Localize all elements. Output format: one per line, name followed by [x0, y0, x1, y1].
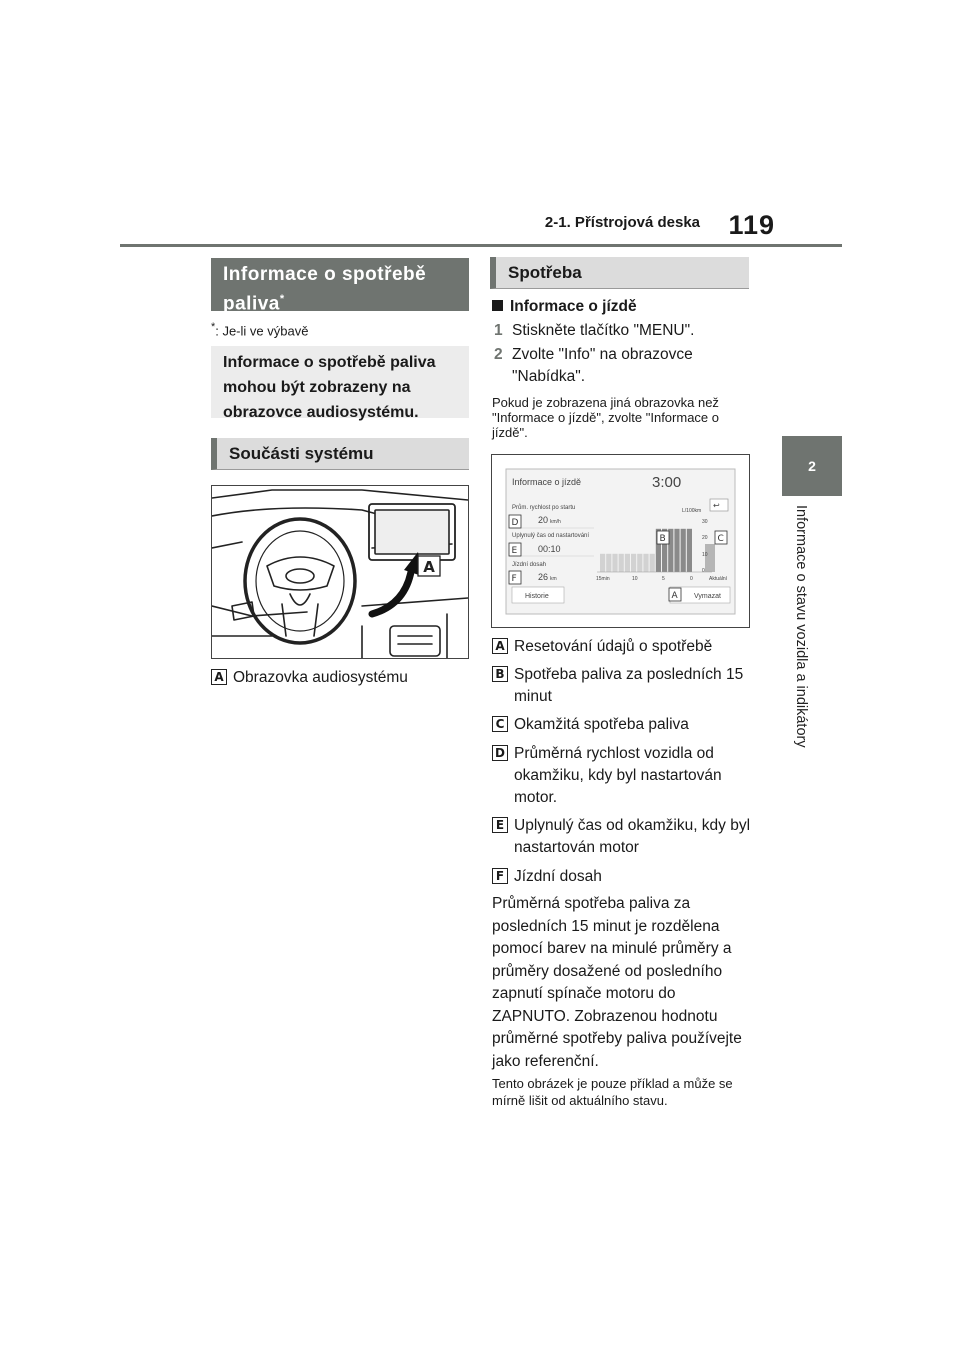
legend-text-e: Uplynulý čas od okamžiku, kdy byl nastartován motor	[514, 817, 751, 856]
screen-avg-speed-label: Prům. rychlost po startu	[512, 505, 576, 511]
chapter-title-vertical: Informace o stavu vozidla a indikátory	[793, 505, 809, 748]
screen-avg-speed-unit: km/h	[550, 519, 561, 525]
current-consumption-bar	[705, 544, 715, 572]
consumption-bar	[643, 554, 648, 572]
consumption-bar	[625, 554, 630, 572]
legend-item-b	[492, 664, 752, 708]
screen-range-unit: km	[550, 576, 557, 582]
legend-letter-d: D	[492, 745, 508, 761]
screen-callout-e: E	[511, 546, 518, 556]
legend-letter-f: F	[492, 868, 508, 884]
legend-item-c	[492, 714, 752, 736]
disclaimer-note: Tento obrázek je pouze příklad a může se mírně lišit od aktuálního stavu.	[492, 1076, 733, 1108]
screen-callout-d: D	[511, 518, 519, 528]
dashboard-illustration	[212, 486, 468, 658]
left-legend-text: Obrazovka audiosystému	[233, 669, 408, 686]
screen-callout-a: A	[671, 591, 678, 601]
fuel-info-summary: Informace o spotřebě paliva mohou být zobrazeny na obrazovce audiosystému.	[211, 346, 469, 418]
screen-clear-label: Vymazat	[694, 593, 721, 600]
equipment-note-mark: *	[211, 321, 216, 333]
consumption-title: Spotřeba	[490, 257, 749, 289]
trip-info-screen-figure	[491, 454, 750, 628]
step-2-text: Zvolte "Info" na obrazovce "Nabídka".	[512, 346, 693, 385]
consumption-bar	[631, 554, 636, 572]
square-bullet-icon	[492, 300, 503, 311]
header-section-title: 2-1. Přístrojová deska	[544, 214, 700, 231]
legend-item-a	[492, 636, 752, 658]
left-legend-letter: A	[211, 669, 227, 685]
y-tick-0: 0	[702, 568, 705, 574]
other-screen-note: Pokud je zobrazena jiná obrazovka než "Informace o jízdě", zvolte "Informace o jízdě".	[492, 395, 719, 440]
consumption-bar	[681, 529, 686, 572]
screen-title: Informace o jízdě	[512, 477, 582, 487]
legend-letter-e: E	[492, 817, 508, 833]
consumption-bar	[606, 554, 611, 572]
legend-letter-b: B	[492, 666, 508, 682]
step-1-text: Stiskněte tlačítko "MENU".	[512, 322, 695, 339]
trip-info-subheading	[492, 296, 637, 318]
back-arrow-icon: ↩	[713, 501, 720, 510]
screen-callout-f: F	[511, 574, 517, 584]
step-1-number: 1	[494, 322, 503, 339]
components-title: Součásti systému	[211, 438, 469, 470]
trip-info-screen	[492, 455, 749, 627]
screen-history-label: Historie	[525, 593, 549, 600]
legend-letter-a: A	[492, 638, 508, 654]
step-1	[494, 320, 756, 342]
dashboard-callout-a-text: A	[423, 558, 435, 576]
y-tick-10: 10	[702, 552, 708, 558]
consumption-bar	[637, 554, 642, 572]
color-explanation-paragraph: Průměrná spotřeba paliva za posledních 15 minut je rozdělena pomocí barev na minulé průměry a průměry dosažené od posledního zapnutí spínače motoru do ZAPNUTO. Zobrazenou hodnotu průměrné spotřeby paliva používejte jako referenční.	[492, 895, 742, 1070]
x-tick-current: Aktuální	[709, 576, 728, 582]
screen-callout-b: B	[659, 534, 666, 544]
chapter-tab	[782, 436, 842, 496]
legend-text-b: Spotřeba paliva za posledních 15 minut	[514, 666, 744, 705]
screen-callout-c: C	[717, 534, 724, 544]
header-rule	[120, 244, 842, 247]
consumption-bar	[687, 529, 692, 572]
screen-avg-speed-value: 20	[538, 515, 549, 525]
screen-time: 3:00	[652, 474, 682, 491]
step-2-number: 2	[494, 346, 503, 363]
equipment-note	[211, 321, 308, 338]
consumption-bar	[619, 554, 624, 572]
screen-range-value: 26	[538, 572, 549, 582]
legend-item-f	[492, 866, 752, 888]
x-tick-5: 5	[662, 576, 665, 582]
consumption-bar	[600, 554, 605, 572]
legend-text-a: Resetování údajů o spotřebě	[514, 638, 713, 655]
fuel-info-title-text: Informace o spotřebě paliva	[223, 264, 427, 315]
fuel-info-title-mark: *	[279, 293, 285, 305]
legend-text-f: Jízdní dosah	[514, 868, 602, 885]
y-tick-20: 20	[702, 535, 708, 541]
page-number: 119	[728, 210, 775, 240]
legend-item-d	[492, 743, 752, 809]
step-2	[494, 344, 756, 388]
legend-text-d: Průměrná rychlost vozidla od okamžiku, kdy byl nastartován motor.	[514, 745, 722, 806]
legend-item-e	[492, 815, 752, 859]
y-tick-30: 30	[702, 519, 708, 525]
consumption-bar	[674, 529, 679, 572]
consumption-bar	[650, 554, 655, 572]
screen-range-label: Jízdní dosah	[512, 562, 547, 568]
dashboard-figure	[211, 485, 469, 659]
legend-letter-c: C	[492, 716, 508, 732]
x-tick-0: 0	[690, 576, 693, 582]
equipment-note-text: : Je-li ve výbavě	[215, 323, 309, 339]
screen-elapsed-value: 00:10	[538, 544, 561, 554]
trip-info-subheading-text: Informace o jízdě	[510, 298, 637, 315]
x-tick-15min: 15min	[596, 576, 610, 582]
screen-elapsed-label: Uplynulý čas od nastartování	[512, 533, 590, 539]
left-legend-item	[211, 667, 471, 689]
legend-text-c: Okamžitá spotřeba paliva	[514, 716, 689, 733]
fuel-info-title	[211, 258, 469, 315]
x-tick-10: 10	[632, 576, 638, 582]
chapter-number: 2	[808, 458, 816, 474]
consumption-bar	[612, 554, 617, 572]
screen-consumption-unit: L/100km	[682, 508, 702, 514]
